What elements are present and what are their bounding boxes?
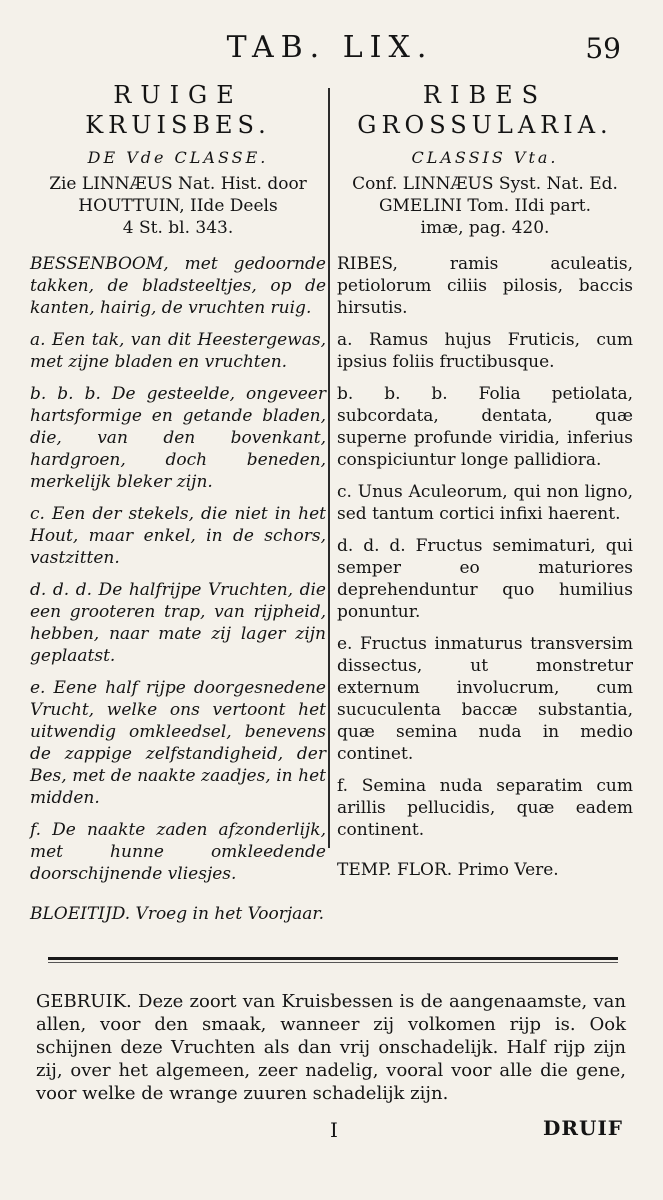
dutch-item-b: b. b. b. De gesteelde, ongeveer hartsformige en getande bladen, die, van den bovenkant, hardgroen, doch beneden, merkelijk bleker zijn. [30,384,326,492]
latin-class: CLASSIS Vta. [411,148,559,167]
latin-item-b: b. b. b. Folia petiolata, subcordata, dentata, quæ superne profunde viridia, inferius conspiciuntur longe pallidiora. [337,384,633,470]
dutch-item-c: c. Een der stekels, die niet in het Hout, maar enkel, in de schors, vastzitten. [30,504,326,568]
page-number: 59 [585,32,621,65]
dutch-description: BESSENBOOM, met gedoornde takken, de bladsteeltjes, op de kanten, hairig, de vruchten ruig. [30,254,326,318]
latin-reference-line1: Conf. LINNÆUS Syst. Nat. Ed. [352,174,618,194]
dutch-class: DE Vde CLASSE. [87,148,269,167]
latin-reference-line3: imæ, pag. 420. [420,218,550,238]
latin-name-line1: RIBES [422,81,548,109]
latin-item-d: d. d. d. Fructus semimaturi, qui semper eo maturiores deprehenduntur quo humilius ponuntur. [337,536,633,622]
page-header [0,30,663,70]
signature-mark: I [330,1118,338,1142]
dutch-name-line1: RUIGE [113,81,243,109]
dutch-flowering-time: BLOEITIJD. Vroeg in het Voorjaar. [30,904,325,924]
plate-title: TAB. LIX. [226,30,434,65]
latin-column [337,80,633,881]
latin-name-line2: GROSSULARIA. [357,111,613,139]
catchword: DRUIF [543,1116,623,1140]
column-divider [328,88,330,848]
section-rule-thin [48,962,618,963]
latin-item-e: e. Fructus inmaturus transversim dissectus, ut monstretur externum involucrum, cum sucuculenta baccæ substantia, quæ semina nuda in medio continet. [337,634,633,764]
dutch-item-f: f. De naakte zaden afzonderlijk, met hunne omkleedende doorschijnende vliesjes. [30,820,326,884]
dutch-item-d: d. d. d. De halfrijpe Vruchten, die een grooteren trap, van rijpheid, hebben, naar mate zij lager zijn geplaatst. [30,580,326,666]
latin-description: RIBES, ramis aculeatis, petiolorum ciliis pilosis, baccis hirsutis. [337,254,633,318]
dutch-reference-line2: HOUTTUIN, IIde Deels [78,196,278,216]
dutch-column [30,80,326,925]
latin-reference-line2: GMELINI Tom. IIdi part. [378,196,592,216]
dutch-reference-line3: 4 St. bl. 343. [122,218,234,238]
usage-paragraph: GEBRUIK. Deze zoort van Kruisbessen is de aangenaamste, van allen, voor den smaak, wanneer zij volkomen rijp is. Ook schijnen deze Vruchten als dan vrij onschadelijk. Half rijp zijn zij, over het algemeen, zeer nadelig, vooral voor alle die gene, voor welke de wrange zuuren schadelijk zijn. [36,991,626,1104]
dutch-item-a: a. Een tak, van dit Heestergewas, met zijne bladen en vruchten. [30,330,326,372]
section-rule-thick [48,957,618,960]
dutch-reference-line1: Zie LINNÆUS Nat. Hist. door [49,174,307,194]
latin-item-c: c. Unus Aculeorum, qui non ligno, sed tantum cortici infixi haerent. [337,482,633,524]
latin-flowering-time: TEMP. FLOR. Primo Vere. [337,860,559,880]
latin-item-f: f. Semina nuda separatim cum arillis pellucidis, quæ eadem continent. [337,776,633,840]
dutch-item-e: e. Eene half rijpe doorgesnedene Vrucht, welke ons vertoont het uitwendig omkleedsel, benevens de zappige zelfstandigheid, der Bes, met de naakte zaadjes, in het midden. [30,678,326,808]
dutch-name-line2: KRUISBES. [85,111,271,139]
latin-item-a: a. Ramus hujus Fruticis, cum ipsius foliis fructibusque. [337,330,633,372]
